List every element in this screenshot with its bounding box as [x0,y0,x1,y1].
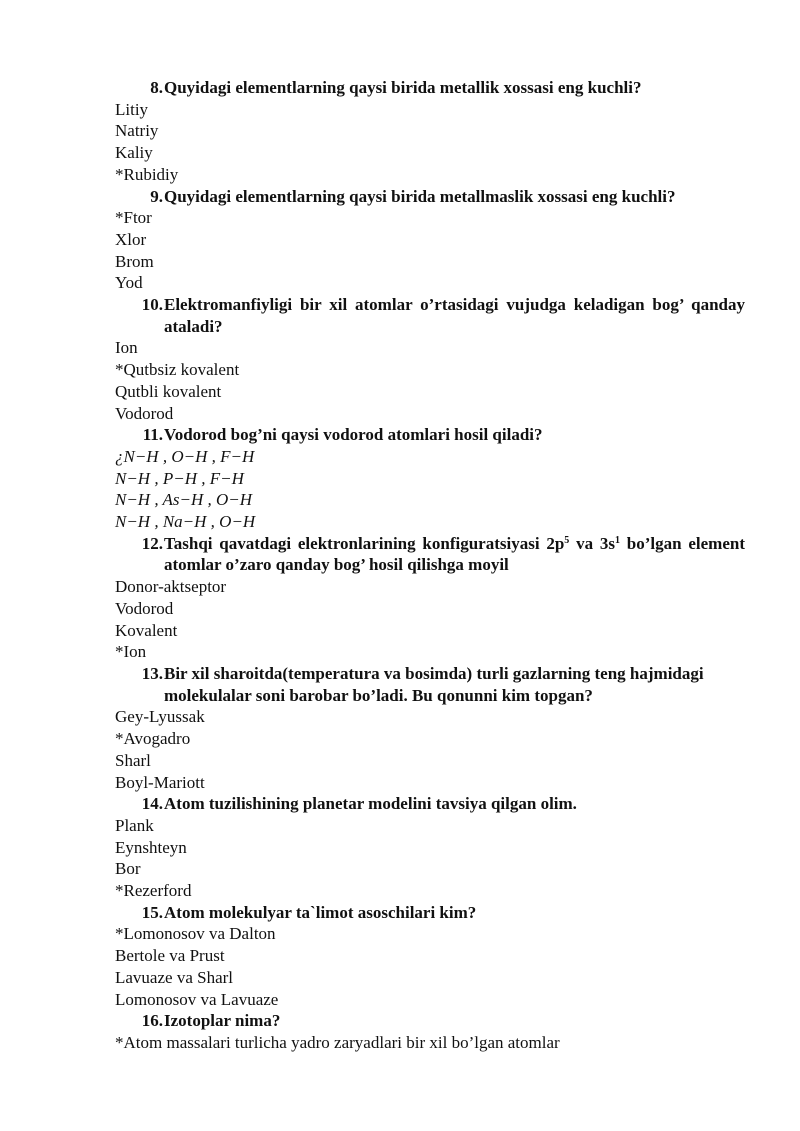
answer-option: Lomonosov va Lavuaze [115,989,279,1009]
answer-option: Yod [115,273,143,293]
question-text: Bir xil sharoitda(temperatura va bosimda) turli gazlarning teng hajmidagi molekulalar soni barobar bo’ladi. Bu qonunni kim topgan? [164,663,704,705]
answer-option: *Qutbsiz kovalent [115,360,240,380]
question-heading [115,424,745,446]
answer-option: Donor-aktseptor [115,577,227,597]
answer-option: *Ion [115,642,147,662]
answer-option: *Avogadro [115,729,191,749]
answer-option: Vodorod [115,403,174,423]
answer-option: Qutbli kovalent [115,381,222,401]
question-number: 8. [150,78,163,97]
answer-option: Boyl-Mariott [115,772,205,792]
answer-option: Ion [115,338,138,358]
question-text: Atom molekulyar ta`limot asoschilari kim? [164,902,477,922]
answer-option: Kovalent [115,620,178,640]
question-number: 13. [141,663,163,683]
answer-option: Plank [115,815,154,835]
answer-option: *Rezerford [115,881,192,901]
question-heading [115,186,745,208]
answer-option: Lavuaze va Sharl [115,967,233,987]
answer-option: Brom [115,251,154,271]
answer-option: *Atom massalari turlicha yadro zaryadlari bir xil bo’lgan atomlar [115,1032,560,1052]
superscript: 5 [564,534,570,546]
answer-option: N−H , P−H , F−H [115,468,244,488]
question-number: 10. [141,295,163,315]
question-heading [115,533,745,576]
question-heading [115,294,745,337]
answer-option: Natriy [115,121,159,141]
answer-option: *Rubidiy [115,164,179,184]
answer-option: N−H , As−H , O−H [115,490,253,510]
question-number: 12. [141,533,163,553]
question-list [115,77,745,1054]
answer-option: Xlor [115,229,147,249]
question-heading [115,1010,745,1032]
superscript: 1 [614,534,620,546]
question-number: 15. [141,902,163,922]
answer-option: ¿N−H , O−H , F−H [115,446,255,466]
question-text: Quyidagi elementlarning qaysi birida metallik xossasi eng kuchli? [164,78,642,97]
answer-option: Bor [115,859,141,879]
question-number: 9. [150,186,163,206]
question-text: Atom tuzilishining planetar modelini tavsiya qilgan olim. [164,794,577,814]
question-text: Elektromanfiyligi bir xil atomlar o’rtasidagi vujudga keladigan bog’ qanday ataladi? [164,295,745,336]
answer-option: N−H , Na−H , O−H [115,512,256,532]
question-text-part: Tashqi qavatdagi elektronlarining konfiguratsiyasi 2p [164,533,565,553]
question-number: 16. [141,1011,163,1031]
answer-option: Gey-Lyussak [115,707,205,727]
question-heading [115,793,745,815]
question-heading [115,77,745,99]
question-number: 14. [141,794,163,814]
question-text: Izotoplar nima? [164,1011,281,1031]
answer-option: Litiy [115,99,149,119]
answer-option: Kaliy [115,143,153,163]
question-text: Quyidagi elementlarning qaysi birida metallmaslik xossasi eng kuchli? [164,186,676,206]
answer-option: Eynshteyn [115,837,187,857]
question-text [164,533,745,576]
question-number: 11. [142,425,163,445]
answer-option: Sharl [115,750,151,770]
question-heading [115,663,745,706]
question-text-part: bo’lgan element atomlar o’zaro qanday bog’ hosil qilishga moyil [164,533,745,575]
answer-option: Vodorod [115,598,174,618]
answer-option: *Ftor [115,208,152,228]
answer-option: Bertole va Prust [115,946,225,966]
answer-option: *Lomonosov va Dalton [115,924,276,944]
question-text-part: va 3s [569,533,615,553]
question-text: Vodorod bog’ni qaysi vodorod atomlari hosil qiladi? [164,425,543,445]
question-heading [115,902,745,924]
